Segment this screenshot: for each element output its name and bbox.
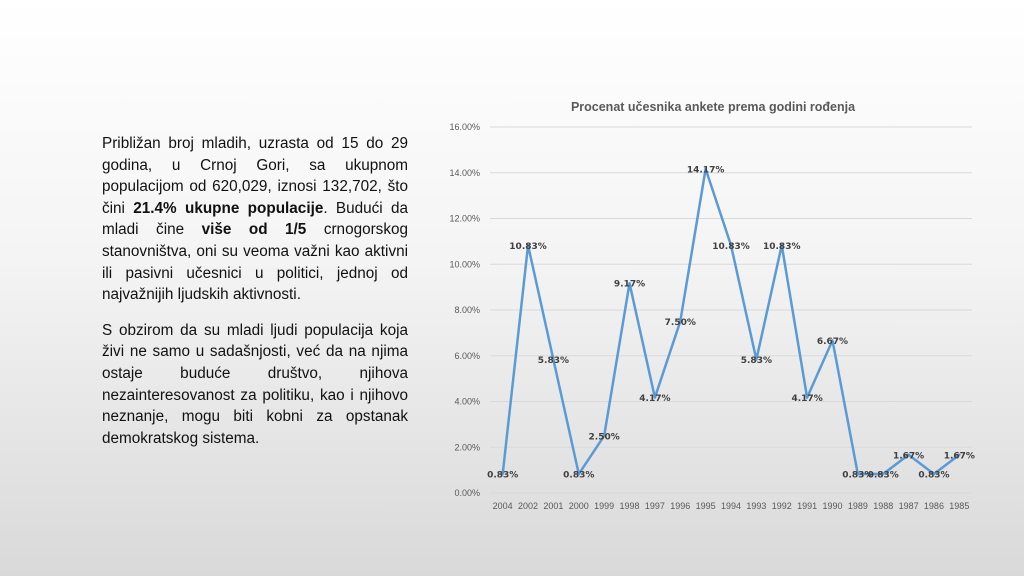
data-label: 5.83% bbox=[740, 356, 772, 367]
paragraph-1-text-c: crnogorskog stanovništva, oni su veoma važni kao aktivni ili pasivni učesnici u politici, jednoj od najvažnijih ljudskih aktivnosti. bbox=[102, 221, 408, 304]
y-tick-label: 12.00% bbox=[449, 213, 480, 224]
data-label: 10.83% bbox=[762, 241, 801, 252]
paragraph-1-bold-a: 21.4% ukupne populacije bbox=[133, 199, 324, 217]
x-tick-label: 1994 bbox=[720, 501, 742, 511]
data-label: 6.67% bbox=[816, 336, 849, 347]
x-tick-label: 1986 bbox=[923, 501, 944, 511]
y-tick-label: 2.00% bbox=[454, 442, 480, 453]
x-tick-label: 1989 bbox=[847, 501, 868, 511]
paragraph-2: S obzirom da su mladi ljudi populacija koja živi ne samo u sadašnjosti, već da na njima ostaje buduće društvo, njihova nezainteresovanost za politiku, kao i njihovo neznanje, mogu biti kobni za opstanak demokratskog sistema. bbox=[102, 321, 408, 447]
chart-title: Procenat učesnika ankete prema godini rođenja bbox=[570, 100, 856, 114]
x-tick-label: 1992 bbox=[771, 501, 792, 511]
x-tick-label: 2004 bbox=[492, 501, 513, 511]
data-label: 4.17% bbox=[791, 394, 823, 405]
data-label: 10.83% bbox=[712, 241, 750, 252]
x-tick-label: 1998 bbox=[619, 501, 640, 511]
x-tick-label: 1996 bbox=[670, 501, 691, 511]
y-tick-label: 6.00% bbox=[454, 350, 480, 361]
x-tick-label: 2001 bbox=[543, 501, 564, 511]
data-label: 1.67% bbox=[943, 451, 975, 462]
y-tick-label: 8.00% bbox=[454, 305, 480, 315]
data-label: 5.83% bbox=[537, 356, 570, 367]
x-tick-label: 1990 bbox=[822, 501, 843, 511]
y-tick-label: 14.00% bbox=[449, 167, 480, 178]
x-tick-label: 2002 bbox=[518, 501, 539, 511]
y-axis-ticks bbox=[449, 122, 480, 498]
data-label: 10.83% bbox=[509, 241, 547, 252]
x-tick-label: 1991 bbox=[797, 501, 818, 511]
x-tick-label: 1988 bbox=[873, 501, 894, 511]
data-label: 7.50% bbox=[664, 317, 696, 328]
data-label: 0.83% bbox=[842, 470, 874, 481]
data-label: 0.83% bbox=[487, 470, 519, 481]
x-tick-label: 1987 bbox=[898, 501, 919, 511]
data-labels bbox=[487, 165, 975, 480]
data-label: 0.83% bbox=[918, 470, 950, 481]
data-label: 9.17% bbox=[613, 279, 646, 290]
x-tick-label: 2000 bbox=[568, 501, 589, 511]
paragraph-1-bold-b: više od 1/5 bbox=[201, 221, 307, 239]
x-tick-label: 1999 bbox=[594, 501, 615, 511]
data-label: 2.50% bbox=[588, 432, 620, 443]
x-axis-ticks bbox=[493, 501, 970, 511]
data-label: 0.83% bbox=[867, 470, 899, 481]
x-tick-label: 1995 bbox=[695, 501, 716, 511]
series-line bbox=[503, 169, 960, 474]
paragraph-1-text-b: . Budući da mladi čine bbox=[102, 199, 408, 239]
x-tick-label: 1993 bbox=[746, 501, 767, 511]
x-tick-label: 1997 bbox=[644, 501, 665, 511]
y-tick-label: 4.00% bbox=[454, 396, 480, 407]
data-label: 4.17% bbox=[639, 394, 671, 405]
gridlines bbox=[490, 127, 972, 493]
data-label: 0.83% bbox=[563, 470, 595, 481]
y-tick-label: 16.00% bbox=[449, 122, 480, 132]
y-tick-label: 10.00% bbox=[449, 259, 480, 270]
x-tick-label: 1985 bbox=[949, 501, 970, 511]
data-label: 14.17% bbox=[686, 165, 725, 176]
series-line-path bbox=[503, 169, 960, 474]
data-label: 1.67% bbox=[892, 451, 925, 462]
paragraph-1-text-a: Približan broj mladih, uzrasta od 15 do 29 godina, u Crnoj Gori, sa ukupnom populacijom od 620,029, iznosi 132,702, što čini bbox=[102, 135, 408, 217]
y-tick-label: 0.00% bbox=[454, 488, 480, 498]
